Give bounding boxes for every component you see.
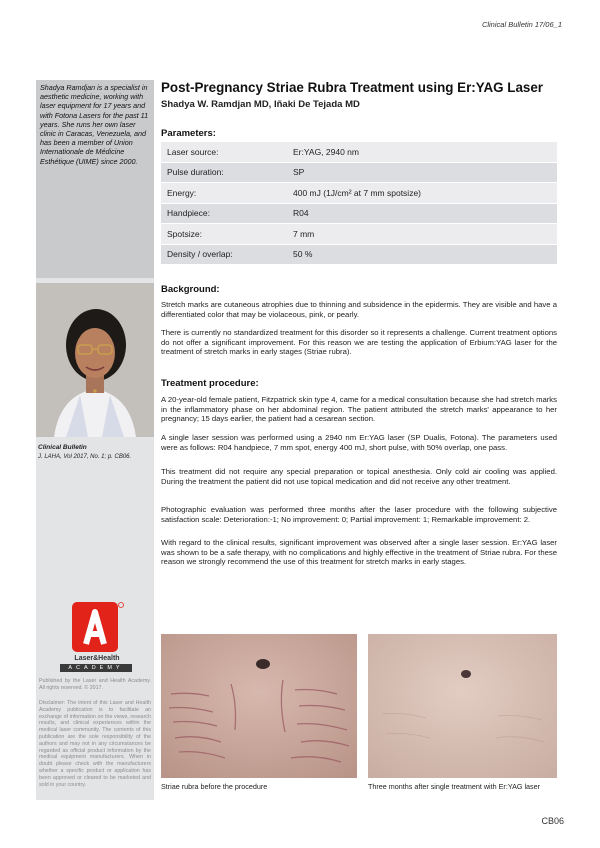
bulletin-label: Clinical Bulletin	[38, 444, 87, 451]
param-row	[161, 142, 557, 163]
bulletin-number: Clinical Bulletin 17/06_1	[481, 20, 562, 29]
treatment-paragraph-3: This treatment did not require any special preparation or topical anesthesia. Only cold air cooling was applied. During the treatment the patient did not use topical medication and did not receive any other treatment.	[161, 467, 557, 486]
disclaimer: Disclaimer: The intent of this Laser and Health Academy publication is to facilitate an exchange of information on the views, research results, and clinical experiences within the medical laser community. The contents of this publication are the sole responsibility of the authors and may not in any circumstances be regarded as official product information by the medical equipment manufacturers. When in doubt please check with the manufacturers whether a specific product or application has been approved or cleared to be marketed and sold in your country.	[39, 700, 151, 788]
param-label: Laser source:	[167, 146, 219, 157]
treatment-heading: Treatment procedure:	[161, 378, 259, 389]
logo-subtitle: ACADEMY	[60, 664, 132, 672]
published-note: Published by the Laser and Health Academy. All rights reserved. © 2017.	[39, 678, 151, 691]
background-heading: Background:	[161, 284, 220, 295]
after-caption: Three months after single treatment with Er:YAG laser	[368, 782, 541, 791]
after-photo-image	[368, 634, 557, 778]
page-number: CB06	[541, 816, 564, 826]
param-row	[161, 204, 557, 225]
param-row	[161, 163, 557, 184]
treatment-paragraph-4: Photographic evaluation was performed three months after the laser procedure with the following subjective satisfaction scale: Deterioration:-1; No improvement: 0; Partial improvement: 1; Remarkable improvement: 2.	[161, 505, 557, 524]
bulletin-citation: J. LAHA, Vol 2017, No. 1; p. CB06.	[38, 454, 132, 460]
background-paragraph-2: There is currently no standardized treatment for this disorder so it represents a challenge. Current treatment options do not offer a significant improvement. For this reason we are testing the application of Erbium:YAG laser for the treatment of stretch marks in early stages (Striae rubra).	[161, 328, 557, 357]
article-authors: Shadya W. Ramdjan MD, Iñaki De Tejada MD	[161, 99, 360, 110]
param-label: Energy:	[167, 187, 197, 198]
before-photo	[161, 634, 357, 778]
before-caption: Striae rubra before the procedure	[161, 782, 268, 791]
param-value: 400 mJ (1J/cm² at 7 mm spotsize)	[293, 187, 422, 198]
treatment-paragraph-2: A single laser session was performed using a 2940 nm Er:YAG laser (SP Dualis, Fotona). The parameters used were as follows: R04 handpiece, 7 mm spot, energy 400 mJ, short pulse, with 50% overlap, one pass.	[161, 433, 557, 452]
treatment-paragraph-1: A 20-year-old female patient, Fitzpatrick skin type 4, came for a medical consultation because she had stretch marks in the inflammatory phase on her abdominal region. The patient attributed the stretch marks' appearance to her pregnancy; 15 days earlier, the patient had a cesarean section.	[161, 395, 557, 424]
background-paragraph-1: Stretch marks are cutaneous atrophies due to thinning and subsidence in the epidermis. They are visible and have a differentiated color that may be violaceous, pink, or pearly.	[161, 300, 557, 319]
param-value: SP	[293, 167, 305, 178]
before-photo-image	[161, 634, 357, 778]
param-label: Pulse duration:	[167, 167, 224, 178]
param-label: Spotsize:	[167, 228, 202, 239]
param-label: Density / overlap:	[167, 249, 233, 260]
author-bio: Shadya Ramdjan is a specialist in aesthetic medicine, working with laser equipment for 17 years and with Fotona Lasers for the past 11 years. She runs her own laser clinic in Caracas, Venezuela, and has been a member of Union Internationale de Médicine Esthétique (UIME) since 2000.	[36, 80, 154, 278]
param-row	[161, 183, 557, 204]
article-title: Post-Pregnancy Striae Rubra Treatment using Er:YAG Laser	[161, 80, 543, 95]
sidebar	[36, 80, 154, 800]
treatment-paragraph-5: With regard to the clinical results, significant improvement was observed after a single laser session. Er:YAG laser was shown to be a safe therapy, with no complications and highly effective in the treatment of Striae rubra. For these reason we strongly recommend the use of this treatment for stretch marks in early stages.	[161, 538, 557, 567]
param-row	[161, 245, 557, 266]
param-label: Handpiece:	[167, 208, 211, 219]
logo-name: Laser&Health	[74, 655, 120, 662]
article-header	[161, 80, 557, 110]
param-value: R04	[293, 208, 309, 219]
parameters-heading: Parameters:	[161, 128, 216, 139]
after-photo	[368, 634, 557, 778]
param-row	[161, 224, 557, 245]
param-value: 7 mm	[293, 228, 315, 239]
param-value: Er:YAG, 2940 nm	[293, 146, 359, 157]
author-photo	[36, 283, 154, 437]
param-value: 50 %	[293, 249, 313, 260]
author-photo-image	[36, 283, 154, 437]
parameters-table	[161, 142, 557, 265]
